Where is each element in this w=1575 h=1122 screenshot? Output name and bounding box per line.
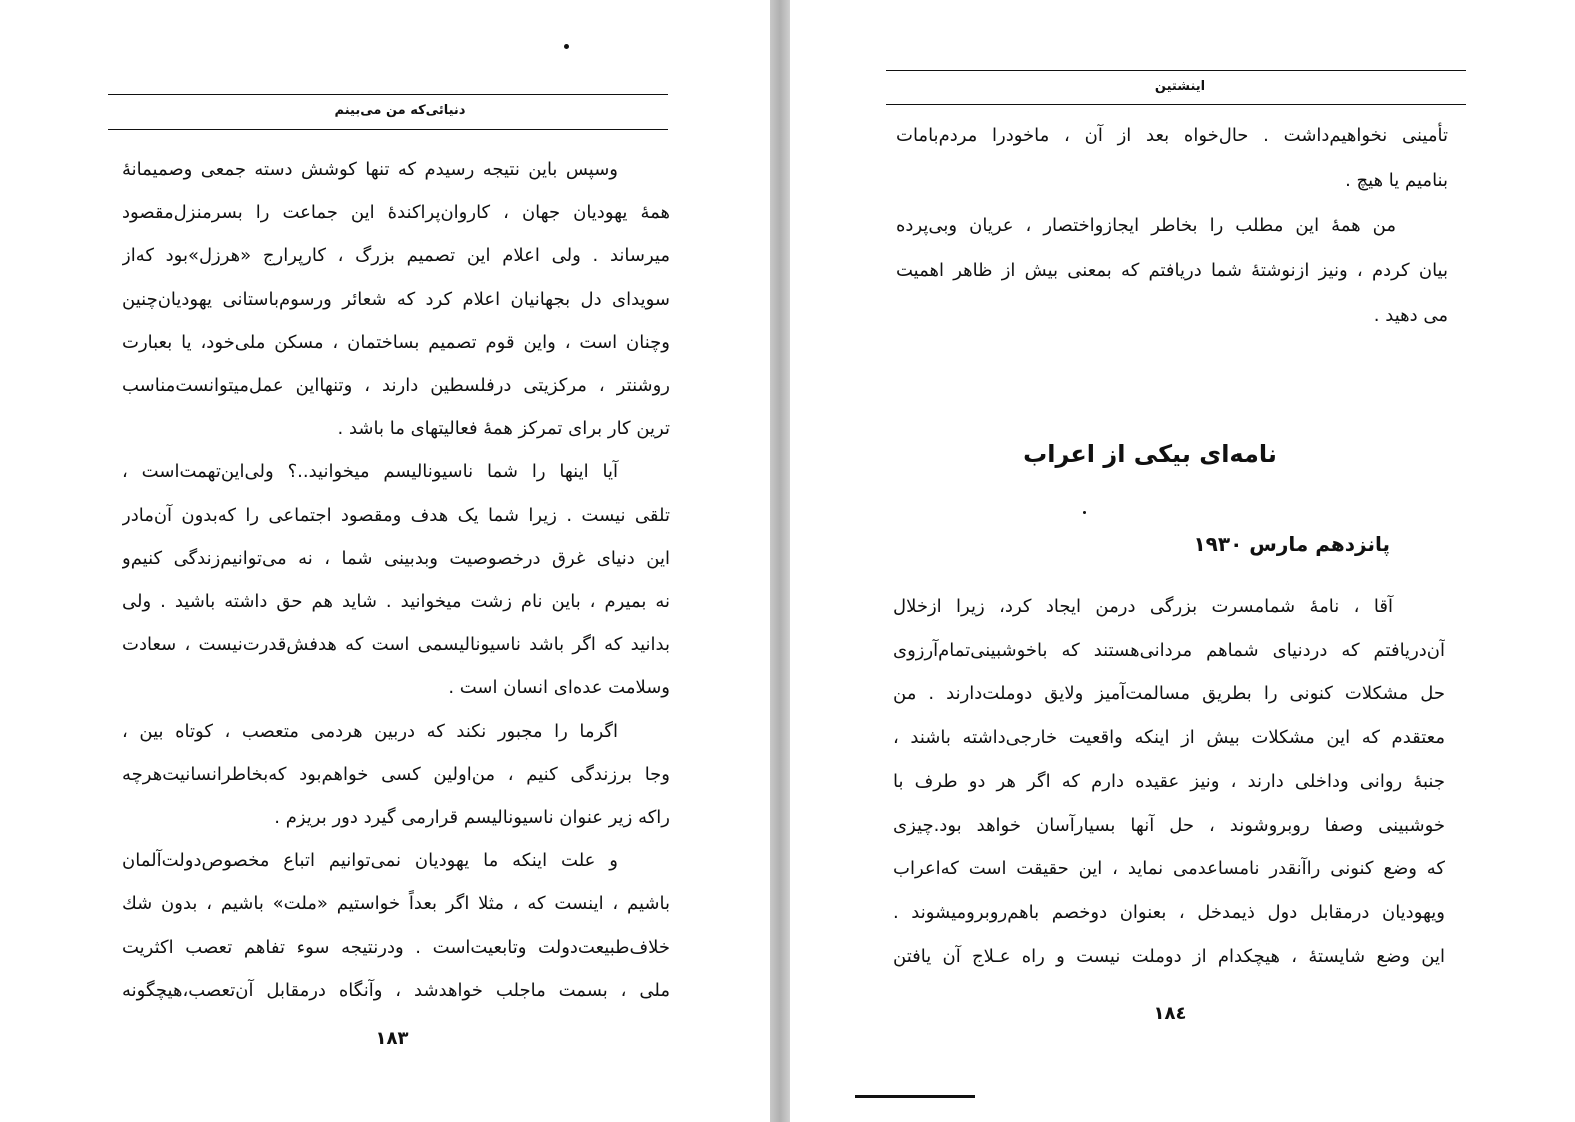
text-line: خوشبینی وصفا روبروشوند ، حل آنها بسیارآسان خواهد بود.چیزی <box>893 814 1445 836</box>
right-body-text <box>896 113 1448 338</box>
text-line: این وضع شایستهٔ ، هیچکدام از دوملت نیست و راه عـلاج آن یافتن <box>893 945 1445 967</box>
text-line: همهٔ یهودیان جهان ، کاروان‌پراکندهٔ این جماعت را بسرمنزل‌مقصود <box>122 202 670 224</box>
text-line: راکه زیر عنوان ناسیونالیسم قرارمی گیرد دور بریزم . <box>274 807 670 829</box>
text-line: می دهید . <box>1373 305 1448 326</box>
text-line: آیا اینها را شما ناسیونالیسم میخوانید..؟ ولی‌این‌تهمت‌است ، <box>122 461 618 483</box>
text-line: وسلامت عده‌ای انسان است . <box>448 677 670 699</box>
right-page-number: ۱۸٤ <box>1153 1003 1187 1024</box>
text-line: معتقدم که این مشکلات بیش از اینکه واقعیت خارجی‌داشته باشند ، <box>893 727 1445 749</box>
scan-artifact-line <box>855 1095 975 1098</box>
letter-body-text <box>893 585 1445 978</box>
text-line: میرساند . ولی اعلام این تصمیم بزرگ ، کارپرارج «هرزل»بود که‌از <box>122 245 670 267</box>
text-line: ویهودیان درمقابل دول ذیمدخل ، بعنوان دوخصم باهم‌روبرومیشوند . <box>893 901 1445 923</box>
text-line: باشیم ، اینست که ، مثلا اگر بعداً خواستیم «ملت» باشیم ، بدون شك <box>122 893 670 915</box>
text-line: نه بمیرم ، باین نام زشت میخوانید . شاید هم حق داشته باشید . ولی <box>122 591 670 613</box>
left-running-head: دنیائی‌که من می‌بینم <box>334 103 466 118</box>
text-line: سویدای دل بجهانیان اعلام کرد که شعائر ورسوم‌باستانی یهودیان‌چنین <box>122 288 670 310</box>
text-line: آن‌دریافتم که دردنیای شماهم مردانی‌هستند که باخوشبینی‌تمام‌آرزوی <box>893 639 1445 661</box>
text-line: وجا برزندگی کنیم ، من‌اولین کسی خواهم‌بود که‌بخاطرانسانیت‌هرچه <box>122 763 670 785</box>
text-line: که وضع کنونی راآنقدر نامساعدمی نماید ، این حقیقت است که‌اعراب <box>893 858 1445 880</box>
text-line: ترین کار برای تمرکز همهٔ فعالیتهای ما باشد . <box>337 418 670 440</box>
text-line: جنبهٔ روانی وداخلی دارند ، ونیز عقیده دارم که اگر هر دو طرف با <box>893 770 1445 792</box>
text-line: روشنتر ، مرکزیتی درفلسطین دارند ، وتنهااین عمل‌میتوانست‌مناسب‌ <box>122 375 670 397</box>
text-line: وچنان است ، واین قوم تصمیم بساختمان ، مسکن ملی‌خود، یا بعبارت <box>122 331 670 353</box>
text-line: اگرما را مجبور نکند که دربین هردمی متعصب ، کوتاه بین ، <box>122 720 618 742</box>
ink-speck <box>1083 511 1086 514</box>
text-line: آقا ، نامهٔ شمامسرت بزرگی درمن ایجاد کرد، زیرا ازخلال <box>893 596 1393 617</box>
header-rule-top <box>108 94 668 95</box>
text-line: بنامیم یا هیچ . <box>1345 170 1448 191</box>
header-rule-bottom <box>108 129 668 130</box>
text-line: و علت اینکه ما یهودیان نمی‌توانیم اتباع مخصوص‌دولت‌آلمان <box>122 850 618 872</box>
text-line: حل مشکلات کنونی را بطریق مسالمت‌آمیز ولایق دوملت‌دارند . من <box>893 683 1445 705</box>
text-line: بیان کردم ، ونیز ازنوشتهٔ شما دریافتم که بمعنی بیش از ظاهر اهمیت <box>896 260 1448 281</box>
text-line: تلقی نیست . زیرا شما یک هدف ومقصود اجتماعی را که‌بدون آن‌مادر <box>122 504 670 526</box>
left-body-text <box>122 148 670 1012</box>
header-rule-top <box>886 70 1466 71</box>
text-line: ملی ، بسمت ماجلب خواهدشد ، وآنگاه درمقابل آن‌تعصب،هیچگونه <box>122 979 670 1001</box>
book-gutter <box>770 0 790 1122</box>
text-line: وسپس باین نتیجه رسیدم که تنها کوشش دسته جمعی وصمیمانهٔ <box>122 159 618 180</box>
letter-date: پانزدهم مارس ۱۹۳۰ <box>1193 532 1390 556</box>
left-page-number: ۱۸۳ <box>375 1028 409 1049</box>
right-running-head: اینشتین <box>1154 79 1206 94</box>
header-rule-bottom <box>886 104 1466 105</box>
text-line: خلاف‌طبیعت‌دولت وتابعیت‌است . ودرنتیجه سوء تفاهم تعصب اکثریت <box>122 936 670 958</box>
ink-speck <box>564 44 569 49</box>
text-line: بدانید که اگر باشد ناسیونالیسمی است که هدفش‌قدرت‌نیست ، سعادت <box>122 634 670 656</box>
text-line: این دنیای غرق درخصوصیت وبدبینی شما ، نه می‌توانیم‌زندگی کنیم‌و <box>122 547 670 569</box>
text-line: تأمینی نخواهیم‌داشت . حال‌خواه بعد از آن ، ماخودرا مردم‌بامات <box>896 125 1448 146</box>
text-line: من همهٔ این مطلب را بخاطر ایجازواختصار ، عریان وبی‌پرده <box>896 215 1396 236</box>
letter-title: نامه‌ای بیکی از اعراب <box>1023 440 1277 468</box>
